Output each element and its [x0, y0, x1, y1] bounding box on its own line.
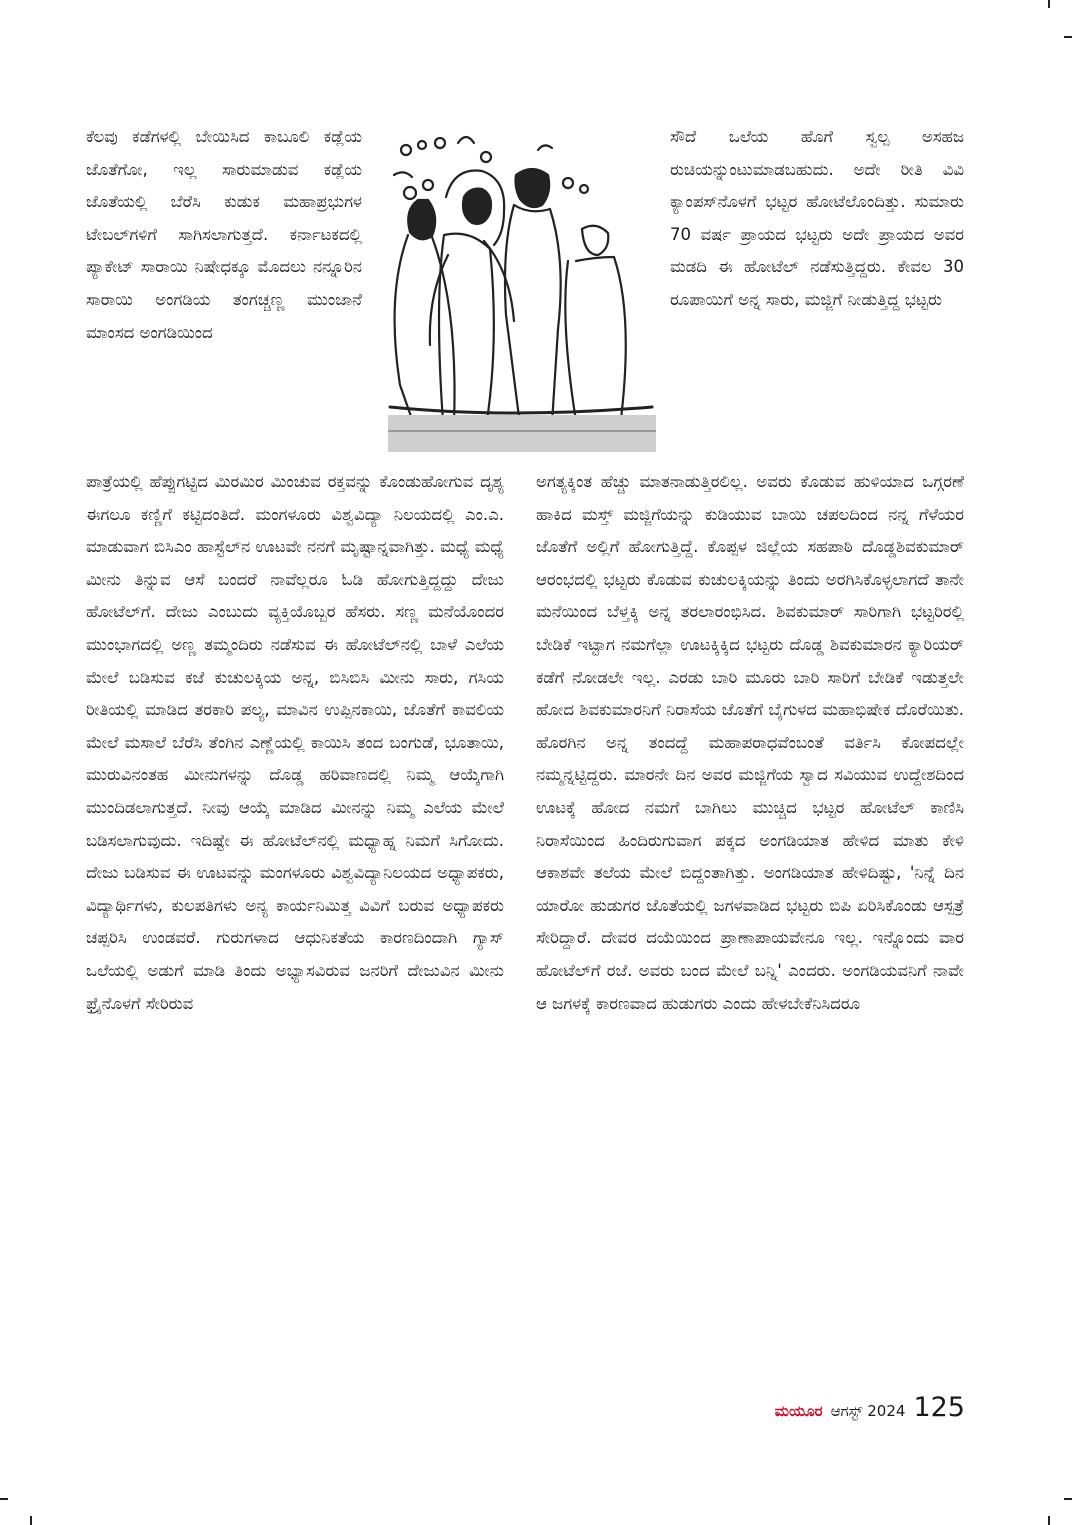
article-text-right-bottom: ಅಗತ್ಯಕ್ಕಿಂತ ಹೆಚ್ಚು ಮಾತನಾಡುತ್ತಿರಲಿಲ್ಲ. ಅವರು ಕೊಡುವ ಹುಳಿಯಾದ ಒಗ್ಗರಣೆ ಹಾಕಿದ ಮಸ್ತ್ ಮಜ್ಜಿಗೆಯನ್ನು ಕುಡಿಯುವ ಬಾಯಿ ಚಪಲದಿಂದ ನನ್ನ ಗೆಳೆಯರ ಜೊತೆಗೆ ಅಲ್ಲಿಗೆ ಹೋಗುತ್ತಿದ್ದೆ. ಕೊಪ್ಪಳ ಜಿಲ್ಲೆಯ ಸಹಪಾಠಿ ದೊಡ್ಡಶಿವಕುಮಾರ್ ಆರಂಭದಲ್ಲಿ ಭಟ್ಟರು ಕೊಡುವ ಕುಚುಲಕ್ಕಿಯನ್ನು ತಿಂದು ಅರಗಿಸಿಕೊಳ್ಳಲಾಗದೆ ತಾನೇ ಮನೆಯಿಂದ ಬೆಳ್ತಕ್ಕಿ ಅನ್ನ ತರಲಾರಂಭಿಸಿದ. ಶಿವಕುಮಾರ್ ಸಾರಿಗಾಗಿ ಭಟ್ಟರಿರಲ್ಲಿ ಬೇಡಿಕೆ ಇಟ್ಟಾಗ ನಮಗೆಲ್ಲಾ ಊಟಕ್ಕಿಕ್ಕಿದ ಭಟ್ಟರು ದೊಡ್ಡ ಶಿವಕುಮಾರನ ಕ್ಯಾರಿಯರ್ ಕಡೆಗೆ ನೋಡಲೇ ಇಲ್ಲ. ಎರಡು ಬಾರಿ ಮೂರು ಬಾರಿ ಸಾರಿಗೆ ಬೇಡಿಕೆ ಇಡುತ್ತಲೇ ಹೋದ ಶಿವಕುಮಾರನಿಗೆ ನಿರಾಸೆಯ ಜೊತೆಗೆ ಬೈಗುಳದ ಮಹಾಭಿಷೇಕ ದೊರೆಯಿತು. ಹೊರಗಿನ ಅನ್ನ ತಂದದ್ದೆ ಮಹಾಪರಾಧವೆಂಬಂತೆ ವರ್ತಿಸಿ ಕೋಪದಲ್ಲೇ ನಮ್ಮನ್ನಟ್ಟಿದ್ದರು. ಮಾರನೇ ದಿನ ಅವರ ಮಜ್ಜಿಗೆಯ ಸ್ವಾದ ಸವಿಯುವ ಉದ್ದೇಶದಿಂದ ಊಟಕ್ಕೆ ಹೋದ ನಮಗೆ ಬಾಗಿಲು ಮುಚ್ಚಿದ ಭಟ್ಟರ ಹೋಟೆಲ್ ಕಾಣಿಸಿ ನಿರಾಸೆಯಿಂದ ಹಿಂದಿರುಗುವಾಗ ಪಕ್ಕದ ಅಂಗಡಿಯಾತ ಹೇಳಿದ ಮಾತು ಕೇಳಿ ಆಕಾಶವೇ ತಲೆಯ ಮೇಲೆ ಬಿದ್ದಂತಾಗಿತ್ತು. ಅಂಗಡಿಯಾತ ಹೇಳಿದಿಷ್ಟು, 'ನಿನ್ನೆ ದಿನ ಯಾರೋ ಹುಡುಗರ ಜೊತೆಯಲ್ಲಿ ಜಗಳವಾಡಿದ ಭಟ್ಟರು ಬಿಪಿ ಏರಿಸಿಕೊಂಡು ಆಸ್ಪತ್ರೆ ಸೇರಿದ್ದಾರೆ. ದೇವರ ದಯೆಯಿಂದ ಪ್ರಾಣಾಪಾಯವೇನೂ ಇಲ್ಲ. ಇನ್ನೊಂದು ವಾರ ಹೋಟೆಲ್‌ಗೆ ರಜೆ. ಅವರು ಬಂದ ಮೇಲೆ ಬನ್ನಿ' ಎಂದರು. ಅಂಗಡಿಯವನಿಗೆ ನಾವೇ ಆ ಜಗಳಕ್ಕೆ ಕಾರಣವಾದ ಹುಡುಗರು ಎಂದು ಹೇಳಬೇಕೆನಿಸಿದರೂ	[536, 472, 964, 1013]
article-text-left-bottom: ಪಾತ್ರೆಯಲ್ಲಿ ಹೆಪ್ಪುಗಟ್ಟಿದ ಮಿರಮಿರ ಮಿಂಚುವ ರಕ್ತವನ್ನು ಕೊಂಡುಹೋಗುವ ದೃಶ್ಯ ಈಗಲೂ ಕಣ್ಣಿಗೆ ಕಟ್ಟಿದಂತಿದೆ. ಮಂಗಳೂರು ವಿಶ್ವವಿದ್ಯಾ ನಿಲಯದಲ್ಲಿ ಎಂ.ಎ. ಮಾಡುವಾಗ ಬಿಸಿಎಂ ಹಾಸ್ಟೆಲ್‌ನ ಊಟವೇ ನನಗೆ ಮೃಷ್ಟಾನ್ನವಾಗಿತ್ತು. ಮಧ್ಯೆ ಮಧ್ಯೆ ಮೀನು ತಿನ್ನುವ ಆಸೆ ಬಂದರೆ ನಾವೆಲ್ಲರೂ ಓಡಿ ಹೋಗುತ್ತಿದ್ದದ್ದು ದೇಜು ಹೋಟೆಲ್‌ಗೆ. ದೇಜು ಎಂಬುದು ವ್ಯಕ್ತಿಯೊಬ್ಬರ ಹೆಸರು. ಸಣ್ಣ ಮನೆಯೊಂದರ ಮುಂಭಾಗದಲ್ಲಿ ಅಣ್ಣ ತಮ್ಮಂದಿರು ನಡೆಸುವ ಈ ಹೋಟೆಲ್‌ನಲ್ಲಿ ಬಾಳೆ ಎಲೆಯ ಮೇಲೆ ಬಡಿಸುವ ಕಜೆ ಕುಚುಲಕ್ಕಿಯ ಅನ್ನ, ಬಿಸಿಬಿಸಿ ಮೀನು ಸಾರು, ಗಸಿಯ ರೀತಿಯಲ್ಲಿ ಮಾಡಿದ ತರಕಾರಿ ಪಲ್ಯ, ಮಾವಿನ ಉಪ್ಪಿನಕಾಯಿ, ಜೊತೆಗೆ ಕಾವಲಿಯ ಮೇಲೆ ಮಸಾಲೆ ಬೆರೆಸಿ ತೆಂಗಿನ ಎಣ್ಣೆಯಲ್ಲಿ ಕಾಯಿಸಿ ತಂದ ಬಂಗುಡೆ, ಭೂತಾಯಿ, ಮುರುವಿನಂತಹ ಮೀನುಗಳನ್ನು ದೊಡ್ಡ ಹರಿವಾಣದಲ್ಲಿ ನಿಮ್ಮ ಆಯ್ಕೆಗಾಗಿ ಮುಂದಿಡಲಾಗುತ್ತದೆ. ನೀವು ಆಯ್ಕೆ ಮಾಡಿದ ಮೀನನ್ನು ನಿಮ್ಮ ಎಲೆಯ ಮೇಲೆ ಬಡಿಸಲಾಗುವುದು. ಇದಿಷ್ಟೇ ಈ ಹೋಟೆಲ್‌ನಲ್ಲಿ ಮಧ್ಯಾಹ್ನ ನಿಮಗೆ ಸಿಗೋದು. ದೇಜು ಬಡಿಸುವ ಈ ಊಟವನ್ನು ಮಂಗಳೂರು ವಿಶ್ವವಿದ್ಯಾನಿಲಯದ ಅಧ್ಯಾಪಕರು, ವಿದ್ಯಾರ್ಥಿಗಳು, ಕುಲಪತಿಗಳು ಅನ್ಯ ಕಾರ್ಯನಿಮಿತ್ತ ವಿವಿಗೆ ಬರುವ ಅಧ್ಯಾಪಕರು ಚಪ್ಪರಿಸಿ ಉಂಡವರೆ. ಗುರುಗಳಾದ ಆಧುನಿಕತೆಯ ಕಾರಣದಿಂದಾಗಿ ಗ್ಯಾಸ್ ಒಲೆಯಲ್ಲಿ ಅಡುಗೆ ಮಾಡಿ ತಿಂದು ಅಭ್ಯಾಸವಿರುವ ಜನರಿಗೆ ದೇಜುವಿನ ಮೀನು ಫ್ರೈನೊಳಗೆ ಸೇರಿರುವ	[86, 472, 504, 1013]
crop-mark	[30, 1516, 32, 1525]
magazine-name: ಮಯೂರ	[774, 1402, 823, 1420]
crowd-sketch-illustration	[388, 105, 656, 452]
page-number: 125	[913, 1392, 965, 1423]
article-text-left-top: ಕೆಲವು ಕಡೆಗಳಲ್ಲಿ ಬೇಯಿಸಿದ ಕಾಬೂಲಿ ಕಡ್ಲೆಯ ಜೊತೆಗೋ, ಇಲ್ಲ ಸಾರುಮಾಡುವ ಕಡ್ಲೆಯ ಜೊತೆಯಲ್ಲಿ ಬೆರೆಸಿ ಕುಡುಕ ಮಹಾಪ್ರಭುಗಳ ಟೇಬಲ್‌ಗಳಿಗೆ ಸಾಗಿಸಲಾಗುತ್ತದೆ. ಕರ್ನಾಟಕದಲ್ಲಿ ಪ್ಯಾಕೇಟ್ ಸಾರಾಯಿ ನಿಷೇಧಕ್ಕೂ ಮೊದಲು ನನ್ನೂರಿನ ಸಾರಾಯಿ ಅಂಗಡಿಯ ತಂಗಚ್ಚಣ್ಣ ಮುಂಜಾನೆ ಮಾಂಸದ ಅಂಗಡಿಯಿಂದ	[86, 127, 362, 342]
issue-date: ಆಗಸ್ಟ್ 2024	[830, 1402, 906, 1420]
crop-mark	[1048, 1516, 1050, 1525]
article-text-right-top: ಸೌದೆ ಒಲೆಯ ಹೊಗೆ ಸ್ವಲ್ಪ ಅಸಹಜ ರುಚಿಯನ್ನುಂಟುಮಾಡಬಹುದು. ಅದೇ ರೀತಿ ವಿವಿ ಕ್ಯಾಂಪಸ್‌ನೊಳಗೆ ಭಟ್ಟರ ಹೋಟೆಲೊಂದಿತ್ತು. ಸುಮಾರು 70 ವರ್ಷ ಪ್ರಾಯದ ಭಟ್ಟರು ಅದೇ ಪ್ರಾಯದ ಅವರ ಮಡದಿ ಈ ಹೋಟೆಲ್ ನಡೆಸುತ್ತಿದ್ದರು. ಕೇವಲ 30 ರೂಪಾಯಿಗೆ ಅನ್ನ ಸಾರು, ಮಜ್ಜಿಗೆ ನೀಡುತ್ತಿದ್ದ ಭಟ್ಟರು	[670, 127, 964, 309]
crop-mark	[0, 1498, 8, 1500]
crop-mark	[1064, 1498, 1072, 1500]
crop-mark	[1048, 0, 1050, 8]
page-footer	[735, 1392, 965, 1432]
crop-mark	[1064, 36, 1072, 38]
